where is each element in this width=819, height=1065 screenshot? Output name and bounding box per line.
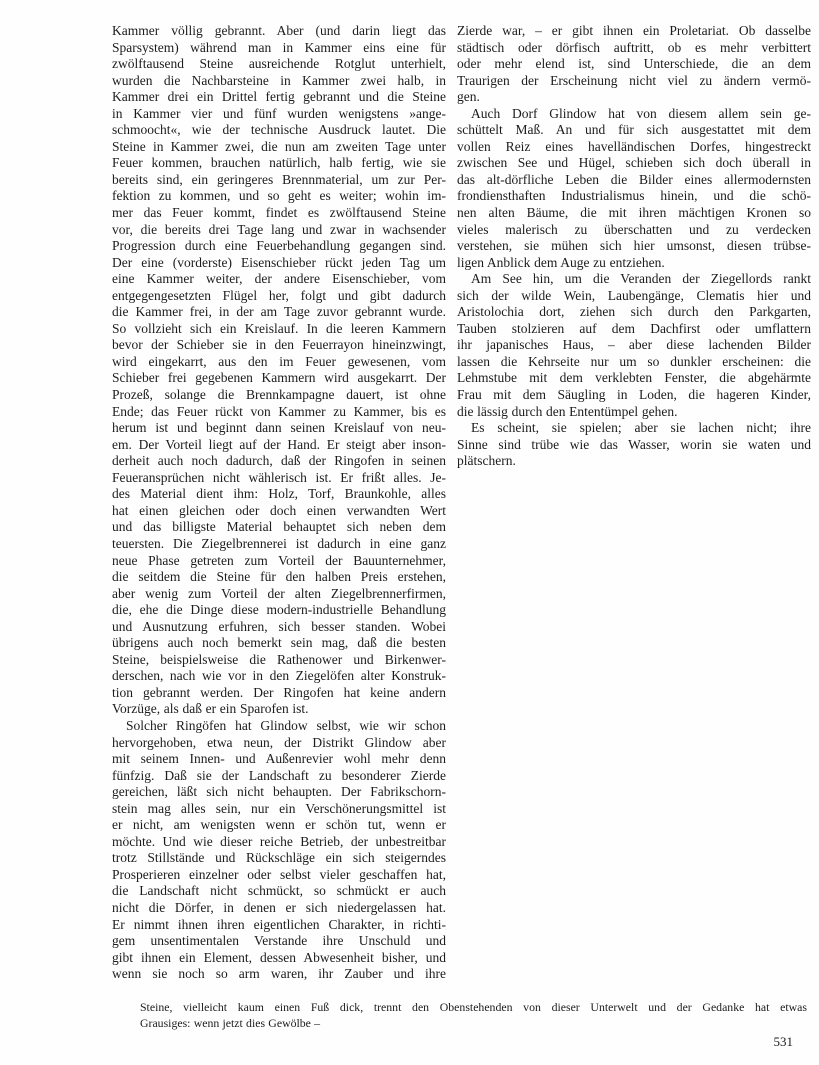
text-line: oder mehr elend ist, sind Unterschiede, die an dem bbox=[457, 56, 811, 72]
text-line: Ende; das Feuer rückt von Kammer zu Kammer, bis es bbox=[112, 403, 446, 419]
text-line: nen alten Bäume, die mit ihren mächtigen Kronen so bbox=[457, 205, 811, 221]
text-line: Am See hin, um die Veranden der Ziegellords rankt bbox=[471, 271, 811, 287]
text-line: gereichen, läßt sich nicht behaupten. Der Fabrikschorn- bbox=[112, 784, 446, 800]
text-line: fünfzig. Daß sie der Landschaft zu besonderer Zierde bbox=[112, 767, 446, 783]
text-line: tion gebrannt werden. Der Ringofen hat keine andern bbox=[112, 684, 446, 700]
text-line: bereits sind, ein geringeres Brennmaterial, um zur Per- bbox=[112, 171, 446, 187]
text-line: wird eingekarrt, aus den im Feuer gewesenen, vom bbox=[112, 353, 446, 369]
text-line: So vollzieht sich ein Kreislauf. In die leeren Kammern bbox=[112, 320, 446, 336]
text-column-right bbox=[457, 23, 811, 470]
text-line: die lässig durch den Ententümpel gehen. bbox=[457, 403, 678, 419]
text-line: Kammer drei ein Drittel fertig gebrannt und die Steine bbox=[112, 89, 446, 105]
text-line: gen. bbox=[457, 89, 480, 105]
text-line: in Kammer vier und fünf wurden wenigstens »ange- bbox=[112, 105, 446, 121]
text-line: ihr japanisches Haus, – aber diese lachenden Bilder bbox=[457, 337, 811, 353]
text-line: des Material dient ihm: Holz, Torf, Braunkohle, alles bbox=[112, 486, 446, 502]
text-line: neue Phase getreten zum Vorteil der Bauunternehmer, bbox=[112, 552, 446, 568]
text-line: nicht die Dörfer, in denen er sich niedergelassen hat. bbox=[112, 899, 446, 915]
text-line: Prozeß, solange die Brennkampagne dauert, ist ohne bbox=[112, 387, 446, 403]
text-line: hat einen gleichen oder doch einen verwandten Wert bbox=[112, 502, 446, 518]
text-line: Grausiges: wenn jetzt dies Gewölbe – bbox=[140, 1016, 321, 1030]
text-line: Es scheint, sie spielen; aber sie lachen nicht; ihre bbox=[471, 420, 811, 436]
text-line: frondiensthaften Industrialismus hinein, und die schö- bbox=[457, 188, 811, 204]
text-line: Kammer völlig gebrannt. Aber (und darin liegt das bbox=[112, 23, 446, 38]
text-line: Schieber frei gegebenen Kammern wird ausgekarrt. Der bbox=[112, 370, 446, 386]
text-column-left bbox=[112, 23, 446, 983]
text-line: Er nimmt ihnen ihren eigentlichen Charakter, in richti- bbox=[112, 916, 446, 932]
text-line: er nicht, am wenigsten wenn er schön tut, wenn er bbox=[112, 817, 446, 833]
text-line: bevor der Schieber sie in den Feuerrayon hineinzwingt, bbox=[112, 337, 446, 353]
text-line: schüttelt Maß. An und für sich ausgestattet mit dem bbox=[457, 122, 811, 138]
text-line: Progression durch eine Feuerbehandlung gegangen sind. bbox=[112, 238, 446, 254]
text-line: sich der wilde Wein, Laubengänge, Clematis hier und bbox=[457, 287, 811, 303]
text-line: eine Kammer weiter, der andere Eisenschieber, vom bbox=[112, 271, 446, 287]
text-line: Feuer kommen, brauchen natürlich, halb fertig, wie sie bbox=[112, 155, 446, 171]
text-line: herum ist und beginnt dann seinen Kreislauf von neu- bbox=[112, 420, 446, 436]
text-line: und das billigste Material behauptet sich neben dem bbox=[112, 519, 446, 535]
text-line: Steine in Kammer zwei, die nun am zweiten Tage unter bbox=[112, 138, 446, 154]
text-line: Lehmstube mit dem verklebten Fenster, die abgehärmte bbox=[457, 370, 811, 386]
text-line: das alt-dörfliche Leben die Bilder eines allermodernsten bbox=[457, 171, 811, 187]
text-line: aber wenig zum Vorteil der alten Ziegelbrennerfirmen, bbox=[112, 585, 446, 601]
text-line: Sparsystem) während man in Kammer eins eine für bbox=[112, 39, 446, 55]
text-line: die, ehe die Dinge diese modern-industrielle Behandlung bbox=[112, 602, 446, 618]
text-line: die seitdem die Steine für den halben Preis erstehen, bbox=[112, 569, 446, 585]
text-line: em. Der Vorteil liegt auf der Hand. Er steigt aber inson- bbox=[112, 436, 446, 452]
text-line: gibt ihnen ein Element, dessen Abwesenheit bisher, und bbox=[112, 949, 446, 965]
text-line: verstehen, sie mühen sich hier umsonst, diesen trübse- bbox=[457, 238, 811, 254]
text-line: vor, die bereits drei Tage lang und zwar in wachsender bbox=[112, 221, 446, 237]
text-line: die Kammer frei, in der am Tage zuvor gebrannt wurde. bbox=[112, 304, 446, 320]
text-line: ligen Anblick dem Auge zu entziehen. bbox=[457, 254, 665, 270]
text-line: Der eine (vorderste) Eisenschieber rückt jeden Tag um bbox=[112, 254, 446, 270]
text-line: Prosperieren einzelner oder selbst vieler geschaffen hat, bbox=[112, 866, 446, 882]
text-line: hervorgehoben, etwa neun, der Distrikt Glindow aber bbox=[112, 734, 446, 750]
text-line: übrigens auch noch bemerkt sein mag, daß die besten bbox=[112, 635, 446, 651]
text-line: vieles malerisch zu überschatten und zu verdecken bbox=[457, 221, 811, 237]
text-line: wurden die Nachbarsteine in Kammer zwei halb, in bbox=[112, 72, 446, 88]
text-line: Auch Dorf Glindow hat von diesem allem sein ge- bbox=[471, 105, 811, 121]
page-number: 531 bbox=[773, 1034, 793, 1049]
text-line: und Ausnutzung erfuhren, sich besser standen. Wobei bbox=[112, 618, 446, 634]
text-line: derheit auch noch dadurch, daß der Ringofen in seinen bbox=[112, 453, 446, 469]
text-line: derschen, nach wie vor in den Ziegelöfen alter Konstruk- bbox=[112, 668, 446, 684]
text-line: Frau mit dem Säugling in Loden, die hageren Kinder, bbox=[457, 387, 811, 403]
text-line: Zierde war, – er gibt ihnen ein Proletariat. Ob dasselbe bbox=[457, 23, 811, 38]
text-line: teuersten. Die Ziegelbrennerei ist dadurch in eine ganz bbox=[112, 535, 446, 551]
text-line: stein mag alles sein, nur ein Verschönerungsmittel ist bbox=[112, 800, 446, 816]
text-line: trotz Stillstände und Rückschläge ein sich steigerndes bbox=[112, 850, 446, 866]
text-line: Aristolochia dort, ziehen sich durch den Parkgarten, bbox=[457, 304, 811, 320]
text-line: Steine, beispielsweise die Rathenower und Birkenwer- bbox=[112, 651, 446, 667]
text-line: möchte. Und wie dieser reiche Betrieb, der unbestreitbar bbox=[112, 833, 446, 849]
text-line: zwölftausend Steine ausreichende Rotglut unterhielt, bbox=[112, 56, 446, 72]
text-line: Traurigen der Erscheinung nicht viel zu ändern vermö- bbox=[457, 72, 811, 88]
text-line: zwischen See und Hügel, schieben sich doch überall in bbox=[457, 155, 811, 171]
text-line: Tauben stolzieren auf dem Dachfirst oder umflattern bbox=[457, 320, 811, 336]
text-line: mit seinem Innen- und Außenrevier wohl mehr denn bbox=[112, 751, 446, 767]
text-line: mer das Feuer kommt, findet es zwölftausend Steine bbox=[112, 205, 446, 221]
text-line: gem unsentimentalen Verstande ihre Unschuld und bbox=[112, 933, 446, 949]
text-line: fektion zu kommen, und so geht es weiter; wohin im- bbox=[112, 188, 446, 204]
text-line: städtisch oder dörfisch auftritt, ob es mehr verbittert bbox=[457, 39, 811, 55]
text-line: Solcher Ringöfen hat Glindow selbst, wie wir schon bbox=[126, 717, 446, 733]
text-line: plätschern. bbox=[457, 453, 516, 469]
text-line: Steine, vielleicht kaum einen Fuß dick, trennt den Obenstehenden von dieser Unterwelt und der Gedanke hat etwas bbox=[140, 1000, 807, 1014]
footnote-block bbox=[140, 999, 807, 1031]
text-line: Vorzüge, als daß er ein Sparofen ist. bbox=[112, 701, 309, 717]
text-line: Sinne sind trübe wie das Wasser, worin sie waten und bbox=[457, 436, 811, 452]
text-line: die Landschaft nicht schmückt, so schmückt er auch bbox=[112, 883, 446, 899]
text-line: wenn sie noch so arm waren, ihr Zauber und ihre bbox=[112, 966, 446, 982]
text-line: entgegengesetzten Flügel her, folgt und gibt dadurch bbox=[112, 287, 446, 303]
text-line: schmoocht«, wie der technische Ausdruck lautet. Die bbox=[112, 122, 446, 138]
text-line: lassen die Kehrseite nur um so dunkler erscheinen: die bbox=[457, 353, 811, 369]
text-line: Feueransprüchen nicht wählerisch ist. Er frißt alles. Je- bbox=[112, 469, 446, 485]
text-line: vollen Reiz eines havelländischen Dorfes, hingestreckt bbox=[457, 138, 811, 154]
